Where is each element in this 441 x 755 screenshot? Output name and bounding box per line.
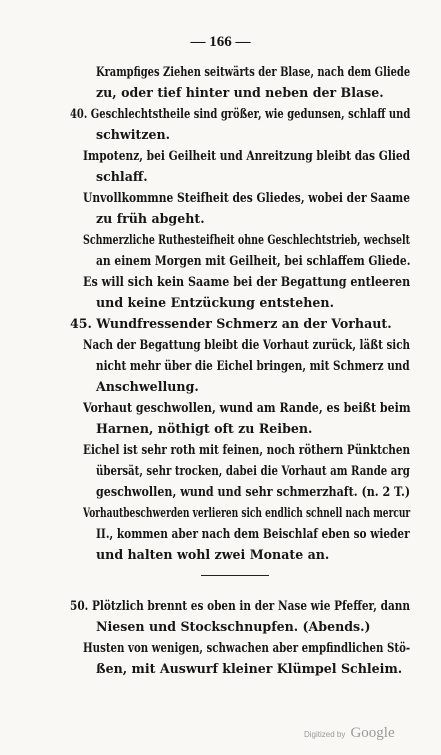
text-line: und halten wohl zwei Monate an. [96,547,330,562]
text-line: II., kommen aber nach dem Beischlaf eben so wieder [96,526,410,541]
watermark-small-text: Digitized by [304,730,346,739]
text-line: und keine Entzückung entstehen. [96,295,334,310]
text-line: Vorhaut geschwollen, wund am Rande, es beißt beim [83,400,411,415]
watermark-logo-text: Google [350,725,395,741]
text-line: 50. Plötzlich brennt es oben in der Nase wie Pfeffer, dann [70,598,411,613]
text-line: übersät, sehr trocken, dabei die Vorhaut am Rande arg [96,463,410,478]
text-line: schwitzen. [96,127,171,142]
text-line: ßen, mit Auswurf kleiner Klümpel Schleim. [96,661,403,676]
text-line: zu früh abgeht. [96,211,205,226]
text-line: geschwollen, wund und sehr schmerzhaft. (n. 2 T.) [96,484,411,499]
text-line: Harnen, nöthigt oft zu Reiben. [96,421,313,436]
text-line: 45. Wundfressender Schmerz an der Vorhaut. [70,316,392,331]
text-line: Unvollkommne Steifheit des Gliedes, wobei der Saame [83,190,411,205]
section-divider [201,575,269,576]
text-line: an einem Morgen mit Geilheit, bei schlaffem Gliede. [96,253,411,268]
text-line: zu, oder tief hinter und neben der Blase. [96,85,384,100]
text-line: Schmerzliche Ruthesteifheit ohne Geschlechtstrieb, wechselt [83,232,410,247]
digitized-by-google-watermark [304,722,395,742]
text-line: schlaff. [96,169,148,184]
text-line: Vorhautbeschwerden verlieren sich endlich schnell nach mercur [83,505,411,520]
text-line: 40. Geschlechtstheile sind größer, wie gedunsen, schlaff und [70,106,411,121]
text-line: Nach der Begattung bleibt die Vorhaut zurück, läßt sich [83,337,411,352]
text-line: Impotenz, bei Geilheit und Anreitzung bleibt das Glied [83,148,411,163]
page-number: — 166 — [190,34,251,50]
text-line: Anschwellung. [96,379,199,394]
text-line: Husten von wenigen, schwachen aber empfindlichen Stö- [83,640,411,655]
text-line: nicht mehr über die Eichel bringen, mit Schmerz und [96,358,410,373]
text-line: Es will sich kein Saame bei der Begattung entleeren [83,274,411,289]
text-line: Krampfiges Ziehen seitwärts der Blase, nach dem Gliede [96,64,411,79]
text-line: Eichel ist sehr roth mit feinen, noch röthern Pünktchen [83,442,411,457]
text-line: Niesen und Stockschnupfen. (Abends.) [96,619,371,634]
